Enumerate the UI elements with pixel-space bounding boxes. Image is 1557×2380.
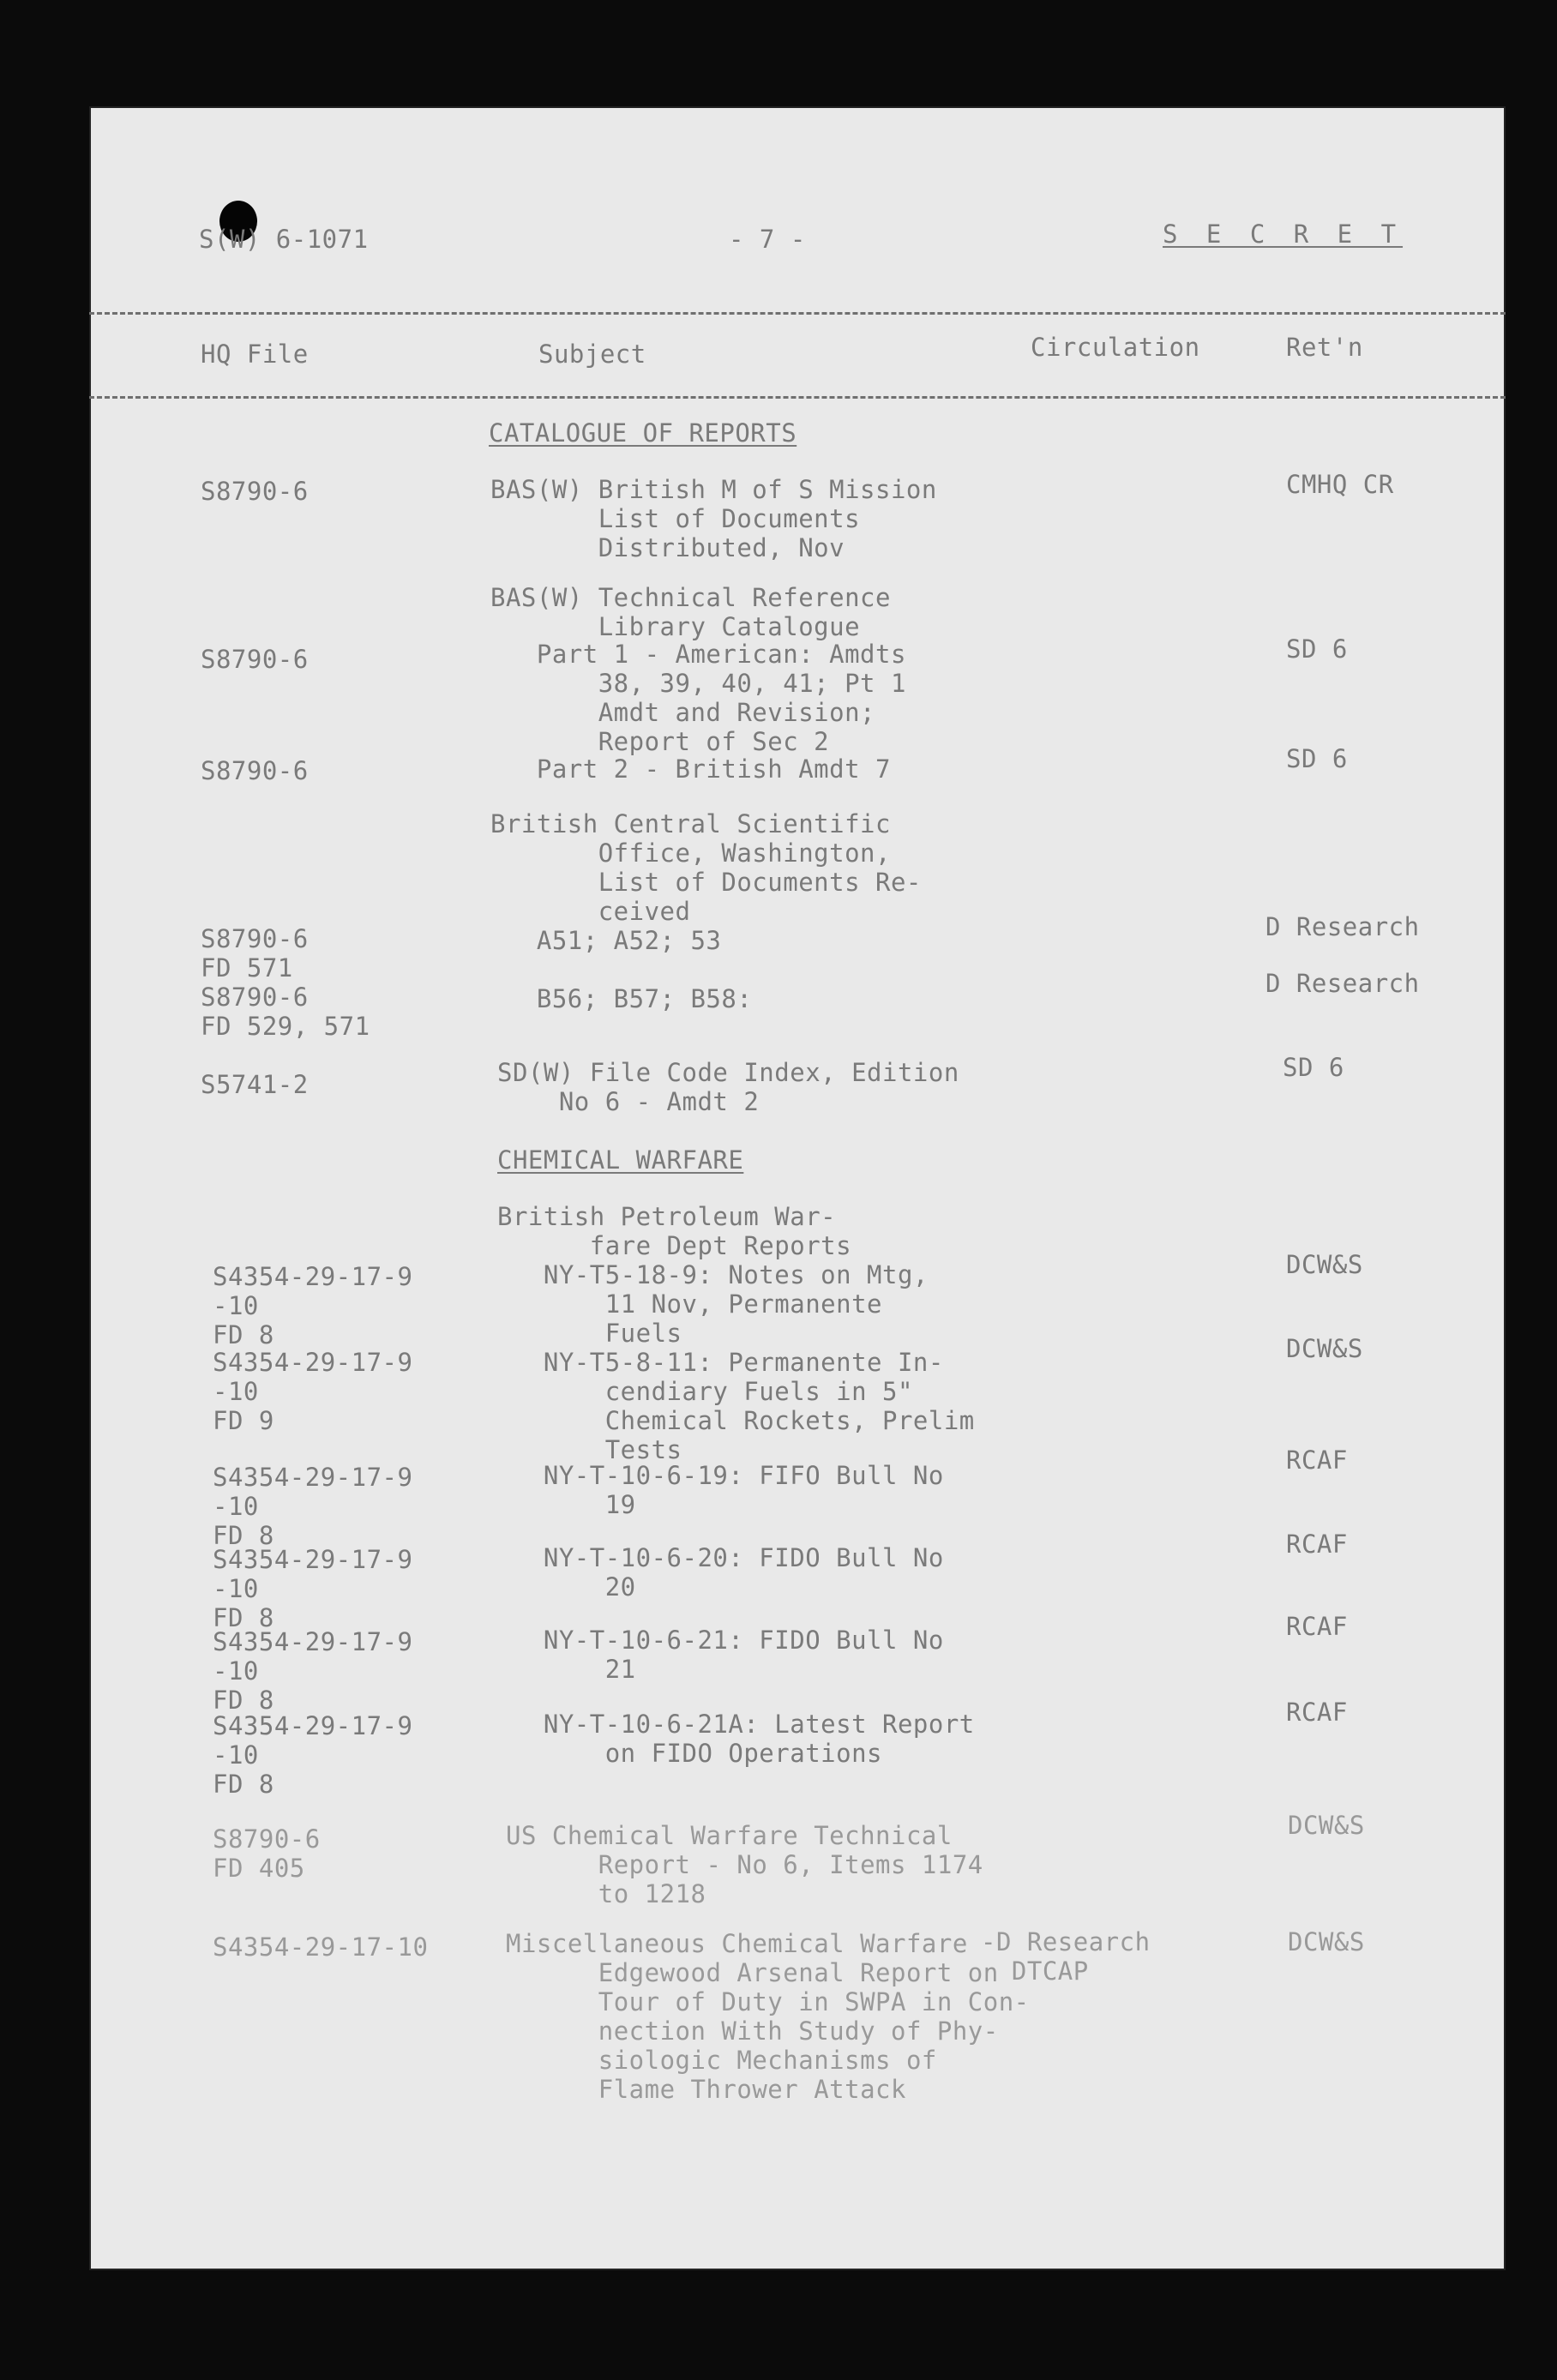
column-retn: Ret'n [1286, 333, 1363, 362]
entry-file: S8790-6 FD 571 [201, 924, 309, 983]
header-rule-bottom [89, 396, 1506, 399]
entry-subject-line: BAS(W) British M of S Mission [490, 475, 937, 504]
entry-subject-line: NY-T-10-6-21A: Latest Report [497, 1710, 975, 1739]
entry-subject-line: Library Catalogue [490, 612, 861, 641]
entry-file: S4354-29-17-9 -10 FD 8 [213, 1711, 413, 1799]
entry-subject-line: 19 [497, 1490, 636, 1519]
entry-file: S4354-29-17-9 -10 FD 8 [213, 1545, 413, 1632]
entry-subject-line: fare Dept Reports [497, 1231, 852, 1260]
entry-subject-line: 11 Nov, Permanente [497, 1289, 882, 1319]
entry-subject-line: Amdt and Revision; [490, 698, 875, 727]
entry-subject-line: 38, 39, 40, 41; Pt 1 [490, 669, 906, 698]
entry-file: S8790-6 FD 405 [213, 1824, 321, 1883]
entry-subject-line: nection With Study of Phy- [506, 2016, 999, 2046]
entry-subject-line: NY-T-10-6-21: FIDO Bull No [497, 1626, 944, 1655]
entry-retn: RCAF [1286, 1530, 1348, 1559]
entry-subject-line: British Petroleum War- [497, 1202, 837, 1231]
column-subject: Subject [538, 340, 646, 369]
entry-subject-line: NY-T-10-6-20: FIDO Bull No [497, 1543, 944, 1572]
entry-file: S4354-29-17-9 -10 FD 8 [213, 1627, 413, 1715]
entry-subject-line: Part 1 - American: Amdts [490, 640, 906, 669]
column-hq-file: HQ File [201, 340, 309, 369]
entry-subject-line: siologic Mechanisms of [506, 2046, 937, 2075]
entry-circulation: -D Research DTCAP [981, 1927, 1151, 1986]
entry-subject-line: No 6 - Amdt 2 [497, 1087, 760, 1116]
entry-subject-line: Tour of Duty in SWPA in Con- [506, 1987, 1030, 2016]
entry-retn: RCAF [1286, 1612, 1348, 1641]
section-heading-chemical-warfare: CHEMICAL WARFARE [497, 1145, 744, 1175]
column-circulation: Circulation [1031, 333, 1200, 362]
page-number: - 7 - [729, 225, 806, 254]
header-rule-top [89, 312, 1506, 315]
entry-subject-line: Chemical Rockets, Prelim [497, 1406, 975, 1435]
entry-retn: DCW&S [1286, 1250, 1363, 1279]
entry-subject-line: Flame Thrower Attack [506, 2075, 906, 2104]
entry-subject-line: Miscellaneous Chemical Warfare [506, 1929, 968, 1958]
entry-subject-line: to 1218 [506, 1879, 706, 1908]
entry-retn: DCW&S [1288, 1811, 1365, 1840]
entry-file: S4354-29-17-10 [213, 1932, 429, 1962]
entry-retn: RCAF [1286, 1445, 1348, 1475]
entry-subject-line: NY-T5-18-9: Notes on Mtg, [497, 1260, 929, 1289]
entry-file: S8790-6 [201, 477, 309, 506]
section-heading-catalogue: CATALOGUE OF REPORTS [489, 418, 797, 448]
entry-subject-line: cendiary Fuels in 5" [497, 1377, 913, 1406]
entry-subject-line: ceived [490, 897, 691, 926]
entry-retn: D Research [1265, 912, 1420, 941]
entry-subject-line: Tests [497, 1435, 682, 1464]
entry-file: S8790-6 FD 529, 571 [201, 983, 370, 1041]
entry-subject-line: A51; A52; 53 [490, 926, 722, 955]
entry-file: S8790-6 [201, 756, 309, 785]
entry-subject-line: British Central Scientific [490, 809, 891, 838]
entry-subject-line: SD(W) File Code Index, Edition [497, 1058, 959, 1087]
entry-subject-line: US Chemical Warfare Technical [506, 1821, 953, 1850]
entry-subject-line: 20 [497, 1572, 636, 1602]
classification-marking: S E C R E T [1163, 219, 1404, 249]
entry-subject-line: List of Documents Re- [490, 868, 922, 897]
entry-file: S8790-6 [201, 645, 309, 674]
entry-subject-line: List of Documents [490, 504, 861, 533]
entry-subject-line: Report - No 6, Items 1174 [506, 1850, 983, 1879]
entry-file: S4354-29-17-9 -10 FD 9 [213, 1348, 413, 1435]
entry-retn: SD 6 [1286, 744, 1348, 773]
file-number: S(W) 6-1071 [199, 225, 369, 254]
entry-subject-line: NY-T-10-6-19: FIFO Bull No [497, 1461, 944, 1490]
entry-retn: RCAF [1286, 1698, 1348, 1727]
entry-subject-line: Edgewood Arsenal Report on [506, 1958, 999, 1987]
entry-subject-line: Part 2 - British Amdt 7 [490, 754, 891, 784]
document-page [89, 106, 1506, 2270]
entry-subject-line: on FIDO Operations [497, 1739, 882, 1768]
entry-subject-line: NY-T5-8-11: Permanente In- [497, 1348, 944, 1377]
entry-subject-line: Report of Sec 2 [490, 727, 830, 756]
entry-subject-line: Fuels [497, 1319, 682, 1348]
entry-file: S4354-29-17-9 -10 FD 8 [213, 1463, 413, 1550]
entry-retn: DCW&S [1286, 1334, 1363, 1363]
entry-retn: SD 6 [1283, 1053, 1344, 1082]
entry-retn: CMHQ CR [1286, 470, 1394, 499]
entry-subject-line: Distributed, Nov [490, 533, 845, 562]
entry-retn: DCW&S [1288, 1927, 1365, 1956]
entry-subject-line: Office, Washington, [490, 838, 891, 868]
entry-subject-line: BAS(W) Technical Reference [490, 583, 891, 612]
entry-file: S4354-29-17-9 -10 FD 8 [213, 1262, 413, 1349]
entry-subject-line: 21 [497, 1655, 636, 1684]
entry-retn: D Research [1265, 969, 1420, 998]
entry-retn: SD 6 [1286, 634, 1348, 664]
entry-subject-line: B56; B57; B58: [490, 984, 753, 1013]
entry-file: S5741-2 [201, 1070, 309, 1099]
